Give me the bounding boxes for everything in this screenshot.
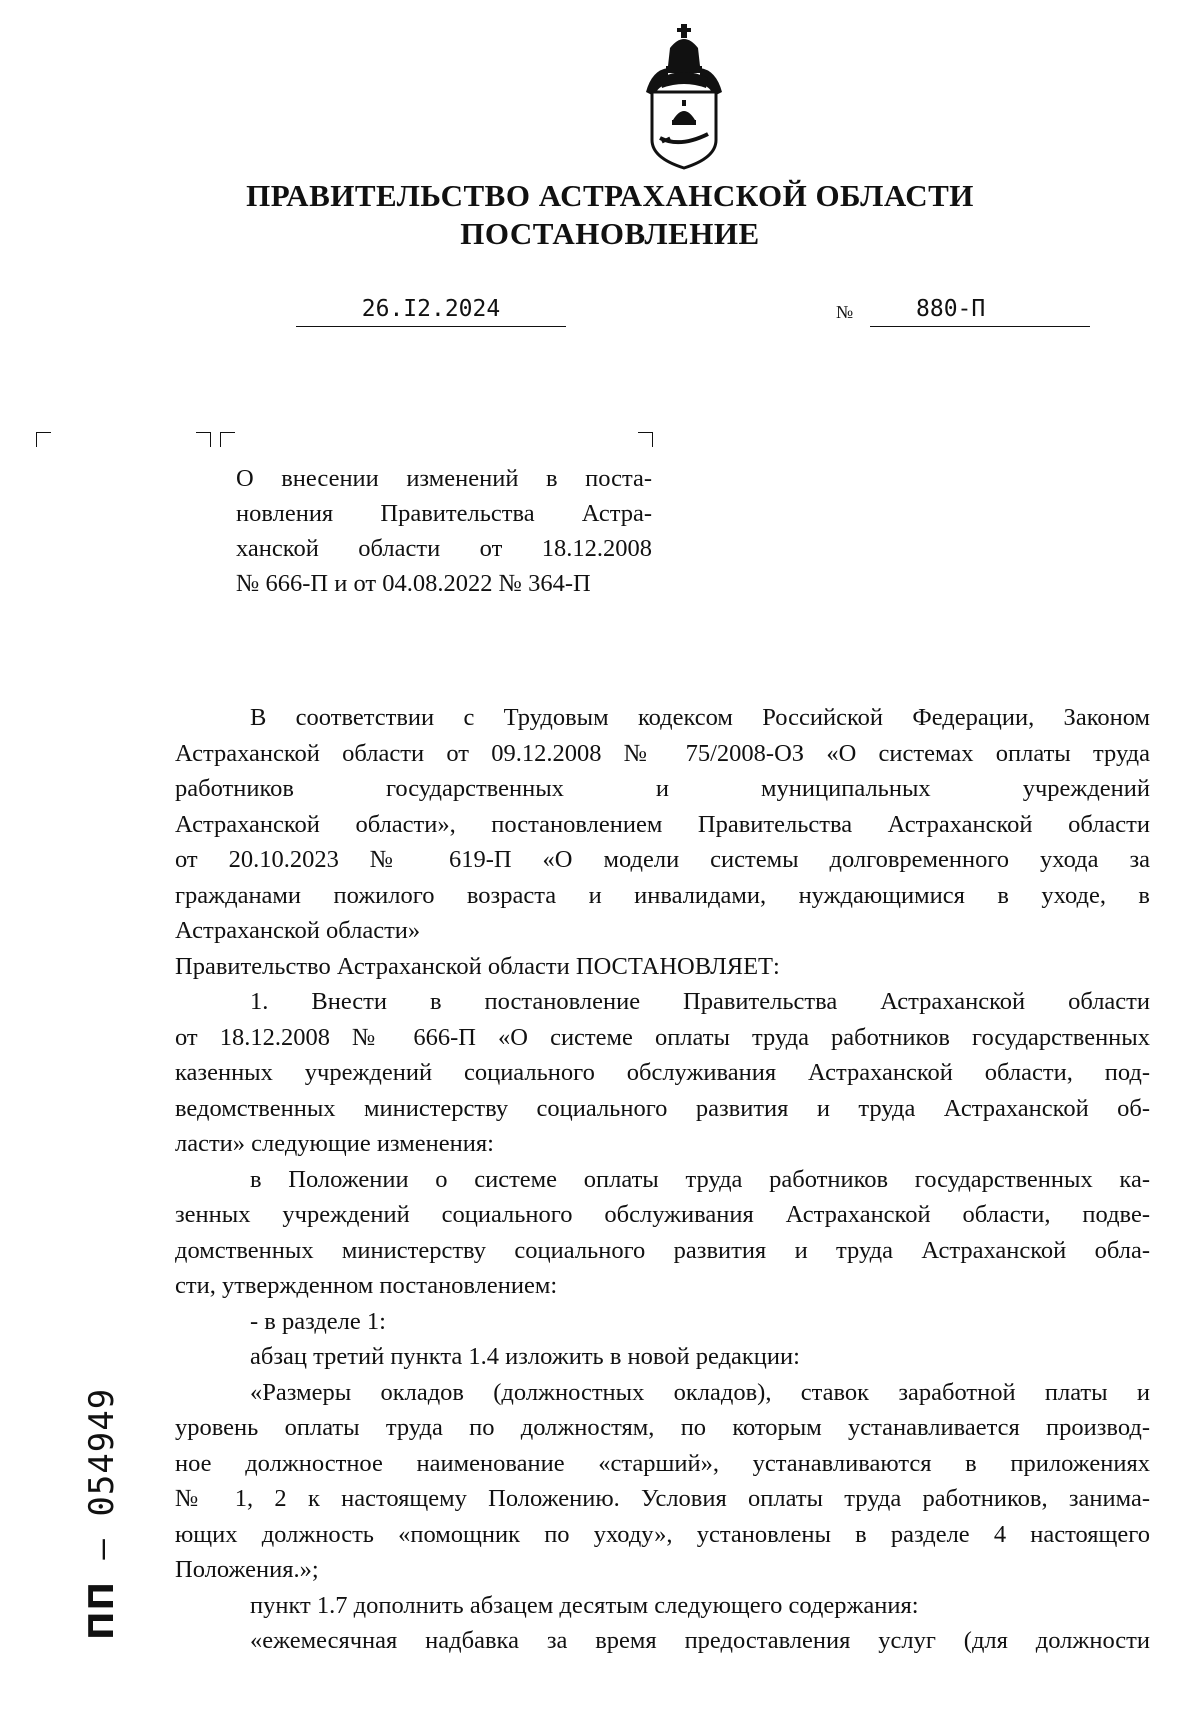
coat-of-arms-emblem: [640, 22, 728, 172]
body-line: абзац третий пункта 1.4 изложить в новой редакции:: [250, 1343, 800, 1370]
document-body: [175, 700, 1150, 1659]
number-underline: [870, 326, 1090, 327]
form-serial-number: [82, 1388, 122, 1640]
subject-line: № 666-П и от 04.08.2022 № 364-П: [236, 570, 591, 597]
margin-corner-mark: [36, 432, 51, 447]
document-subject: [236, 461, 652, 601]
body-line: домственных министерству социального развития и труда Астраханской обла-: [175, 1236, 1150, 1264]
document-date: 26.I2.2024: [361, 296, 501, 322]
body-line: зенных учреждений социального обслуживания Астраханской области, подве-: [175, 1201, 1150, 1228]
document-type: ПОСТАНОВЛЕНИЕ: [460, 216, 760, 251]
body-line: В соответствии с Трудовым кодексом Российской Федерации, Законом: [250, 704, 1150, 731]
body-line: ласти» следующие изменения:: [175, 1130, 494, 1157]
body-line: - в разделе 1:: [250, 1307, 386, 1335]
body-line: уровень оплаты труда по должностям, по которым устанавливается производ-: [175, 1414, 1150, 1441]
subject-corner-mark: [638, 432, 653, 447]
body-line: от 20.10.2023 № 619-П «О модели системы долговременного ухода за: [175, 846, 1150, 873]
form-number: 054949: [82, 1387, 122, 1517]
body-line: ное должностное наименование «старший», устанавливаются в приложениях: [175, 1449, 1150, 1477]
body-line: «ежемесячная надбавка за время предоставления услуг (для должности: [250, 1627, 1150, 1654]
body-line: «Размеры окладов (должностных окладов), ставок заработной платы и: [250, 1378, 1150, 1406]
date-underline: [296, 326, 566, 327]
body-line: Правительство Астраханской области ПОСТАНОВЛЯЕТ:: [175, 952, 780, 980]
form-series: ПП: [82, 1581, 122, 1640]
government-title: ПРАВИТЕЛЬСТВО АСТРАХАНСКОЙ ОБЛАСТИ: [246, 178, 974, 213]
body-line: ющих должность «помощник по уходу», установлены в разделе 4 настоящего: [175, 1520, 1150, 1548]
body-line: пункт 1.7 дополнить абзацем десятым следующего содержания:: [250, 1591, 919, 1619]
body-line: Положения.»;: [175, 1556, 319, 1583]
body-line: № 1, 2 к настоящему Положению. Условия оплаты труда работников, занима-: [175, 1485, 1150, 1512]
subject-corner-mark: [196, 432, 211, 447]
number-sign: №: [836, 302, 854, 322]
form-separator: –: [82, 1516, 122, 1582]
body-line: от 18.12.2008 № 666-П «О системе оплаты труда работников государственных: [175, 1023, 1150, 1051]
body-line: 1. Внести в постановление Правительства Астраханской области: [250, 988, 1150, 1015]
subject-line: О внесении изменений в поста-: [236, 465, 652, 492]
body-line: гражданами пожилого возраста и инвалидами, нуждающимися в уходе, в: [175, 881, 1150, 909]
body-line: Астраханской области»: [175, 917, 421, 944]
body-line: работников государственных и муниципальных учреждений: [175, 775, 1150, 802]
body-line: сти, утвержденном постановлением:: [175, 1272, 558, 1299]
body-line: ведомственных министерству социального развития и труда Астраханской об-: [175, 1094, 1150, 1122]
body-line: казенных учреждений социального обслуживания Астраханской области, под-: [175, 1059, 1150, 1086]
subject-line: новления Правительства Астра-: [236, 500, 652, 527]
subject-corner-mark: [220, 432, 235, 447]
document-number: 880-П: [916, 296, 986, 322]
body-line: Астраханской области», постановлением Правительства Астраханской области: [175, 810, 1150, 838]
body-line: Астраханской области от 09.12.2008 № 75/2008-ОЗ «О системах оплаты труда: [175, 739, 1150, 767]
body-line: в Положении о системе оплаты труда работников государственных ка-: [250, 1165, 1150, 1193]
subject-line: ханской области от 18.12.2008: [236, 535, 652, 562]
